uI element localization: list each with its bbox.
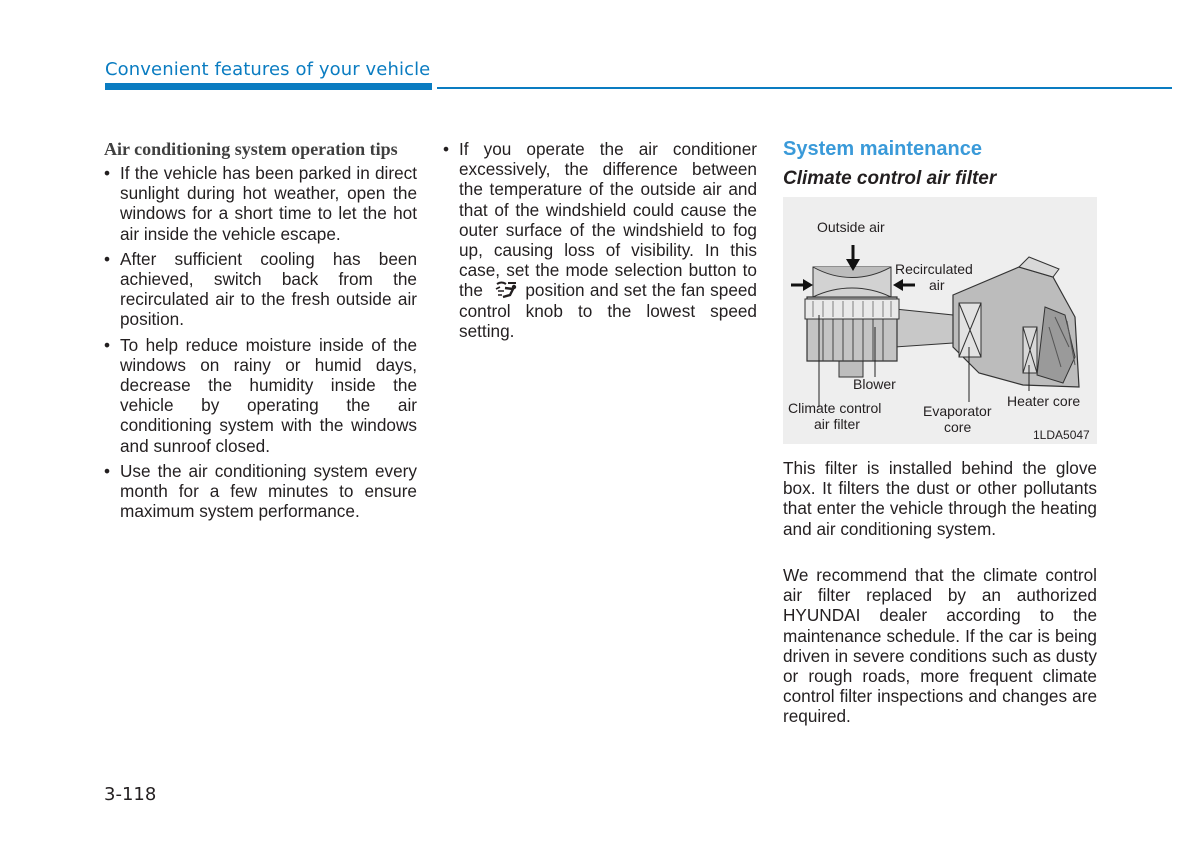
fog-warning-text-before: If you operate the air conditioner excessively, the difference between the temperature of the outside air and that of the windshield could cause the outer surface of the windshield to fog up, causing loss of visibility. In this case, set the mode selection button to the [459,139,757,301]
bullet-icon: • [104,460,111,481]
list-item [104,461,417,522]
evaporator-label-line2: core [944,419,972,435]
figure-code-label: 1LDA5047 [1033,428,1090,442]
system-maintenance-title: System maintenance [783,138,982,160]
filter-recommendation-paragraph: We recommend that the climate control air filter replaced by an authorized HYUNDAI dealer according to the maintenance schedule. If the car is being driven in severe conditions such as dusty or rough roads, more frequent climate control filter inspections and changes are required. [783,565,1097,727]
list-item [443,139,757,341]
air-filter-subtitle: Climate control air filter [783,168,997,189]
list-item-text: After sufficient cooling has been achieved, switch back from the recirculated air to the fresh outside air position. [120,248,417,330]
blower-label: Blower [853,376,896,392]
heater-core-label: Heater core [1007,393,1081,409]
tips-column [104,139,417,526]
page-number: 3-118 [104,784,157,805]
filter-location-paragraph: This filter is installed behind the glove box. It filters the dust or other pollutants that enter the vehicle through the heating and air conditioning system. [783,458,1097,539]
fog-warning-list [443,139,757,341]
bullet-icon: • [104,334,111,355]
fog-warning-column [443,139,757,346]
bullet-icon: • [104,248,111,269]
evaporator-label-line1: Evaporator [923,403,992,419]
header-rule-thick [105,83,432,90]
maintenance-column [783,137,1097,191]
fog-warning-text-after: position and set the fan speed control knob to the lowest speed setting. [459,280,757,341]
section-header-title: Convenient features of your vehicle [105,59,431,80]
filter-label-line1: Climate control [788,400,882,416]
recirculated-air-label-line1: Recirculated [895,261,973,277]
bullet-icon: • [104,163,111,183]
list-item [104,249,417,330]
defrost-floor-mode-icon [494,281,520,299]
bullet-icon: • [443,139,450,159]
filter-label-line2: air filter [814,416,860,432]
recirculated-air-label-line2: air [929,277,945,293]
list-item-text: If the vehicle has been parked in direct sunlight during hot weather, open the windows for a short time to let the hot air inside the vehicle escape. [120,163,417,244]
air-filter-diagram [783,197,1097,444]
outside-air-label: Outside air [817,219,885,235]
list-item-text: Use the air conditioning system every month for a few minutes to ensure maximum system performance. [120,460,417,522]
list-item [104,335,417,456]
list-item-text: To help reduce moisture inside of the windows on rainy or humid days, decrease the humidity inside the vehicle by operating the air conditioning system with the windows and sunroof closed. [120,334,417,456]
list-item [104,163,417,244]
tips-list [104,163,417,521]
header-rule-thin [437,87,1172,89]
tips-heading: Air conditioning system operation tips [104,139,398,159]
